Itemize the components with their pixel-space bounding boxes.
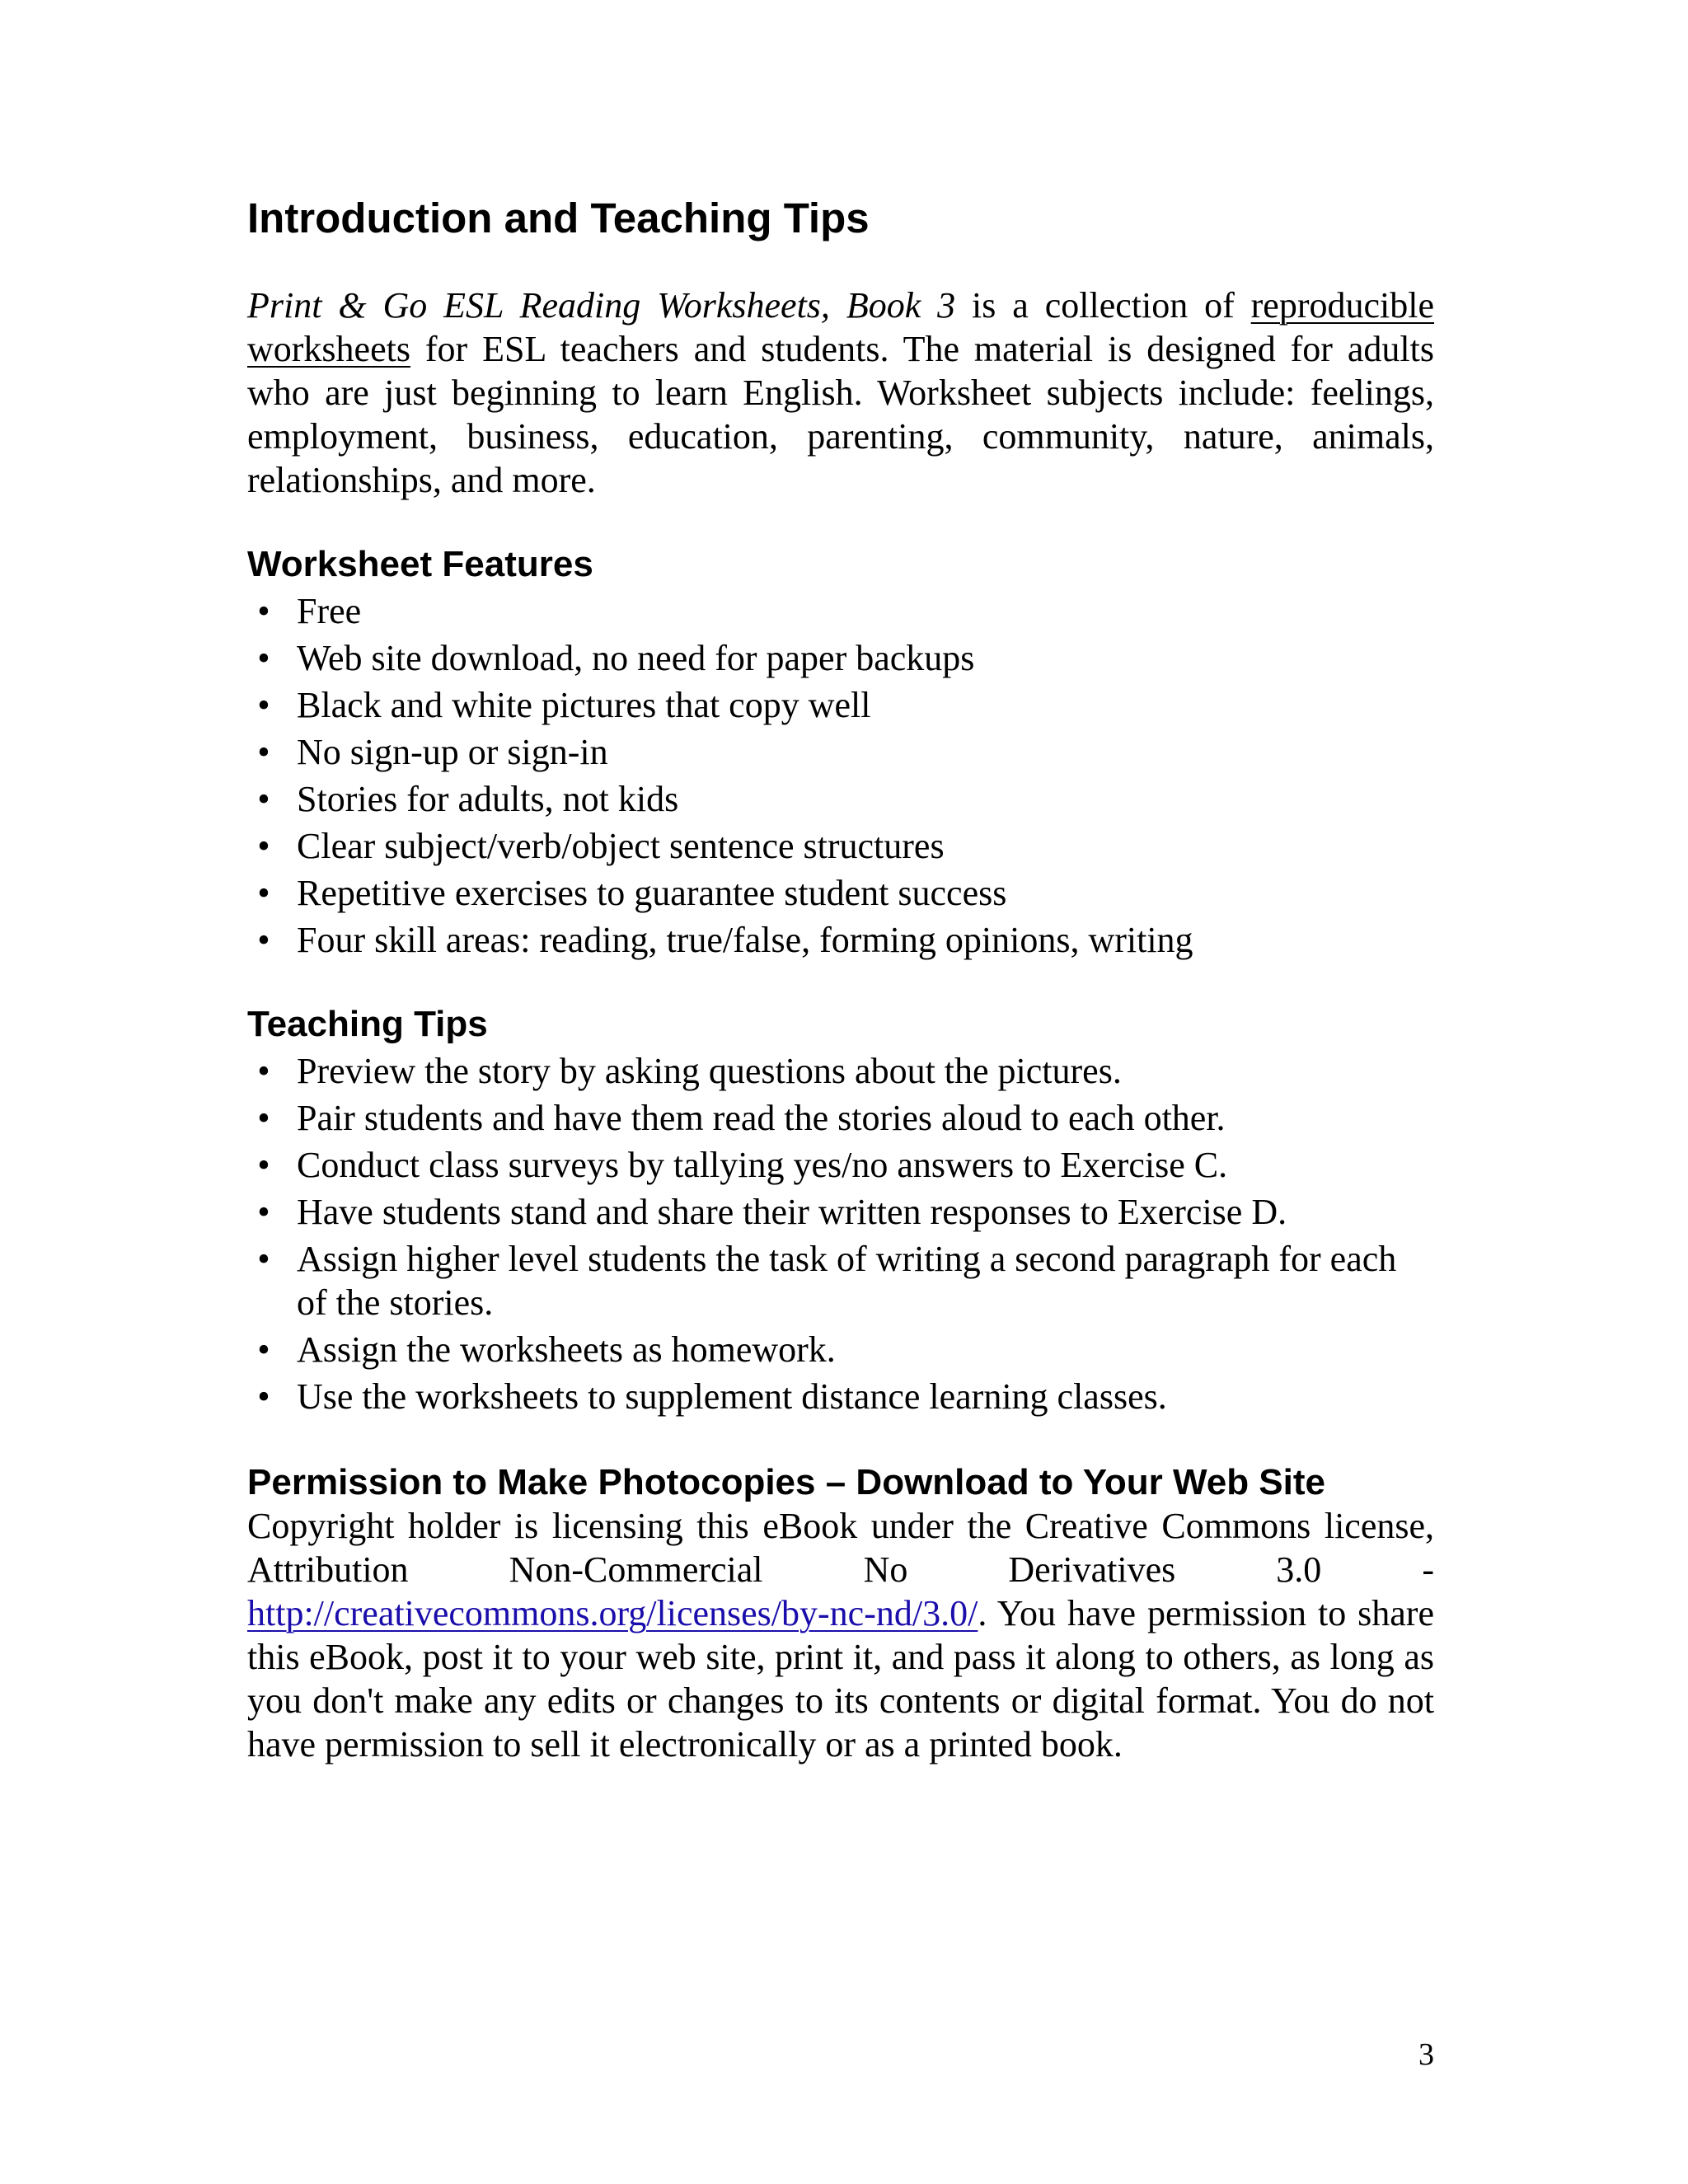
list-item-text: Four skill areas: reading, true/false, forming opinions, writing: [297, 920, 1193, 960]
intro-text-part-1: is a collection of: [955, 285, 1251, 326]
tips-heading: Teaching Tips: [247, 1004, 488, 1044]
page-number: 3: [1418, 2037, 1434, 2072]
bullet-icon: •: [257, 1192, 270, 1232]
features-list: [247, 589, 1434, 962]
bullet-icon: •: [257, 1098, 270, 1138]
bullet-icon: •: [257, 873, 270, 913]
list-item-text: Use the worksheets to supplement distance learning classes.: [297, 1376, 1167, 1417]
bullet-icon: •: [257, 1239, 270, 1279]
bullet-icon: •: [257, 591, 270, 631]
list-item: [247, 1049, 1434, 1093]
list-item-text: Black and white pictures that copy well: [297, 685, 871, 725]
list-item: [247, 1143, 1434, 1187]
intro-underlined-phrase: reproducible worksheets: [247, 285, 1434, 369]
bullet-icon: •: [257, 1376, 270, 1417]
permission-text-part-1: Copyright holder is licensing this eBook under the Creative Commons license, Attribution Non-Commercial No Derivatives 3.0 -: [247, 1506, 1434, 1590]
list-item-text: Assign higher level students the task of writing a second paragraph for each of the stories.: [297, 1239, 1397, 1323]
list-item: [247, 1237, 1434, 1324]
book-title: Print & Go ESL Reading Worksheets, Book 3: [247, 285, 956, 326]
permission-paragraph: [247, 1504, 1434, 1766]
list-item-text: Stories for adults, not kids: [297, 779, 679, 819]
list-item-text: Have students stand and share their written responses to Exercise D.: [297, 1192, 1287, 1232]
tips-list: [247, 1049, 1434, 1418]
bullet-icon: •: [257, 1329, 270, 1370]
list-item: [247, 683, 1434, 727]
list-item: [247, 918, 1434, 962]
list-item-text: Repetitive exercises to guarantee student success: [297, 873, 1007, 913]
list-item-text: Assign the worksheets as homework.: [297, 1329, 836, 1370]
list-item-text: Free: [297, 591, 362, 631]
page-title: Introduction and Teaching Tips: [247, 194, 870, 241]
features-heading: Worksheet Features: [247, 544, 593, 584]
page-content: [247, 190, 1434, 1766]
license-link[interactable]: http://creativecommons.org/licenses/by-nc-nd/3.0/: [247, 1593, 978, 1633]
list-item-text: Pair students and have them read the stories aloud to each other.: [297, 1098, 1226, 1138]
list-item: [247, 824, 1434, 868]
bullet-icon: •: [257, 685, 270, 725]
list-item-text: No sign-up or sign-in: [297, 732, 608, 772]
list-item: [247, 1190, 1434, 1234]
bullet-icon: •: [257, 1145, 270, 1185]
list-item: [247, 636, 1434, 680]
list-item: [247, 730, 1434, 774]
list-item: [247, 1328, 1434, 1371]
intro-paragraph: [247, 284, 1434, 502]
bullet-icon: •: [257, 1051, 270, 1091]
bullet-icon: •: [257, 779, 270, 819]
list-item: [247, 1096, 1434, 1140]
list-item: [247, 589, 1434, 633]
bullet-icon: •: [257, 638, 270, 678]
list-item-text: Clear subject/verb/object sentence structures: [297, 826, 945, 866]
permission-heading: Permission to Make Photocopies – Download to Your Web Site: [247, 1462, 1325, 1502]
bullet-icon: •: [257, 732, 270, 772]
list-item-text: Conduct class surveys by tallying yes/no answers to Exercise C.: [297, 1145, 1228, 1185]
intro-text-part-2: for ESL teachers and students. The material is designed for adults who are just beginning to learn English. Worksheet subjects include: feelings, employment, business, education, parenting, community, nature, animals, relationships, and more.: [247, 329, 1434, 500]
list-item-text: Web site download, no need for paper backups: [297, 638, 975, 678]
list-item: [247, 777, 1434, 821]
list-item: [247, 1375, 1434, 1418]
list-item-text: Preview the story by asking questions about the pictures.: [297, 1051, 1122, 1091]
bullet-icon: •: [257, 826, 270, 866]
bullet-icon: •: [257, 920, 270, 960]
permission-text-part-2: . You have permission to share this eBook, post it to your web site, print it, and pass it along to others, as long as you don't make any edits or changes to its contents or digital format. You do not have permission to sell it electronically or as a printed book.: [247, 1593, 1434, 1765]
list-item: [247, 871, 1434, 915]
